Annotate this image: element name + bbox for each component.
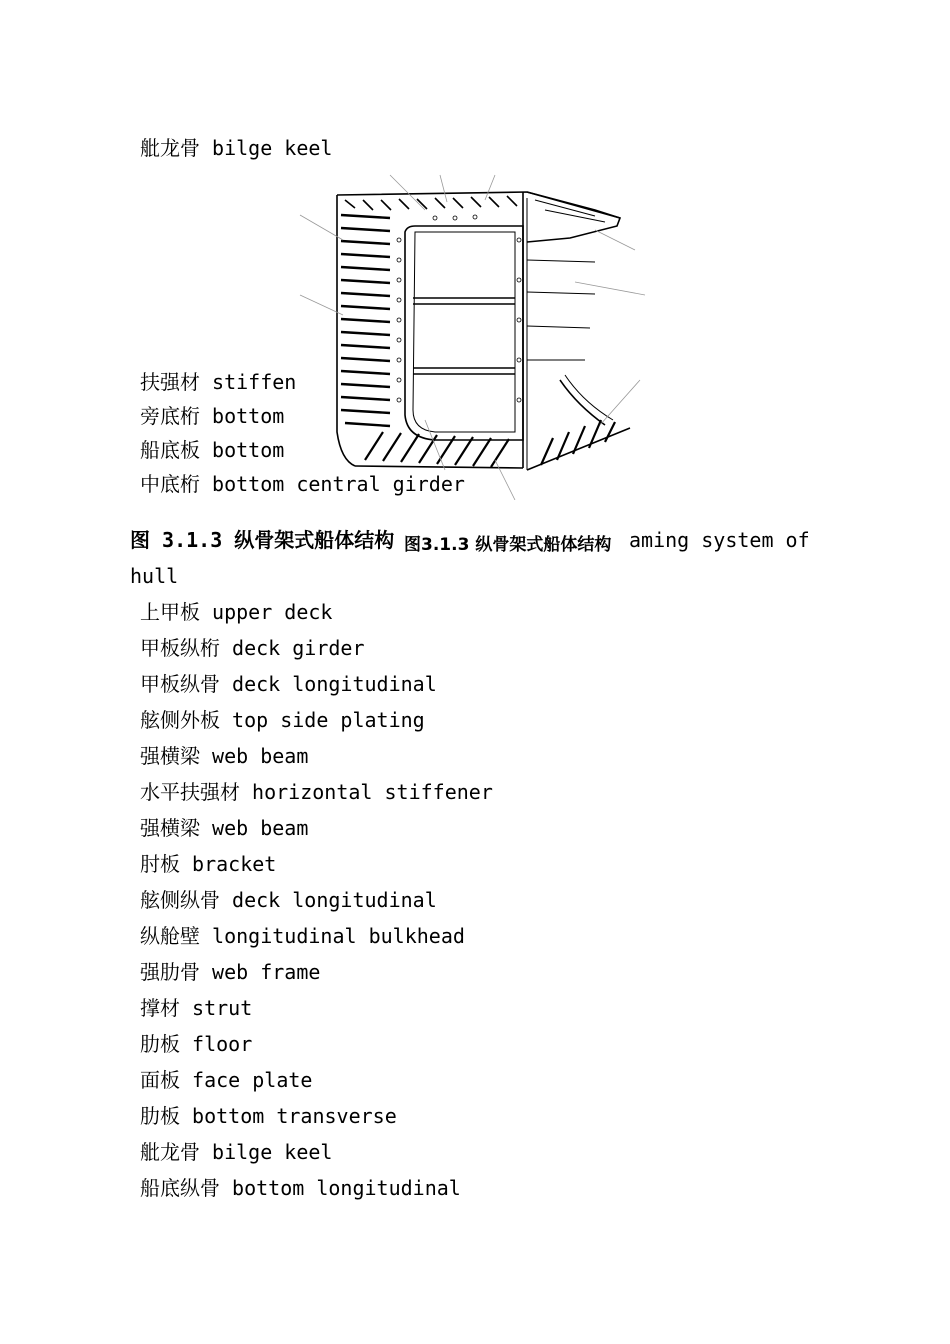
term-item: 甲板纵桁 deck girder [140,636,365,660]
term-item: 面板 face plate [140,1068,313,1092]
term-item: 强横梁 web beam [140,744,309,768]
term-item: 舷侧外板 top side plating [140,708,425,732]
term-item: 肋板 floor [140,1032,253,1056]
term-item: 上甲板 upper deck [140,600,333,624]
term-item: 纵舱壁 longitudinal bulkhead [140,924,465,948]
figure-label-central-girder: 中底桁 bottom central girder [140,472,465,496]
figure-label-stiffen: 扶强材 stiffen [140,370,297,394]
term-item: 肘板 bracket [140,852,277,876]
term-item: 水平扶强材 horizontal stiffener [140,780,493,804]
figure-label-side-girder: 旁底桁 bottom [140,404,285,428]
term-item: 强肋骨 web frame [140,960,321,984]
figure-caption-overlay: 图3.1.3 纵骨架式船体结构 [404,535,612,555]
term-item: 甲板纵骨 deck longitudinal [140,672,437,696]
term-item: 舷侧纵骨 deck longitudinal [140,888,437,912]
figure-caption: 图 3.1.3 纵骨架式船体结构 [130,528,395,552]
term-item: 撑材 strut [140,996,253,1020]
term-item: 强横梁 web beam [140,816,309,840]
hull-structure-diagram [295,170,655,500]
term-item: 肋板 bottom transverse [140,1104,397,1128]
top-label: 舭龙骨 bilge keel [140,136,333,160]
figure-caption-hull: hull [130,564,179,588]
figure-caption-english: aming system of [629,528,810,552]
term-item: 船底纵骨 bottom longitudinal [140,1176,461,1200]
term-item: 舭龙骨 bilge keel [140,1140,333,1164]
figure-label-bottom-plate: 船底板 bottom [140,438,285,462]
